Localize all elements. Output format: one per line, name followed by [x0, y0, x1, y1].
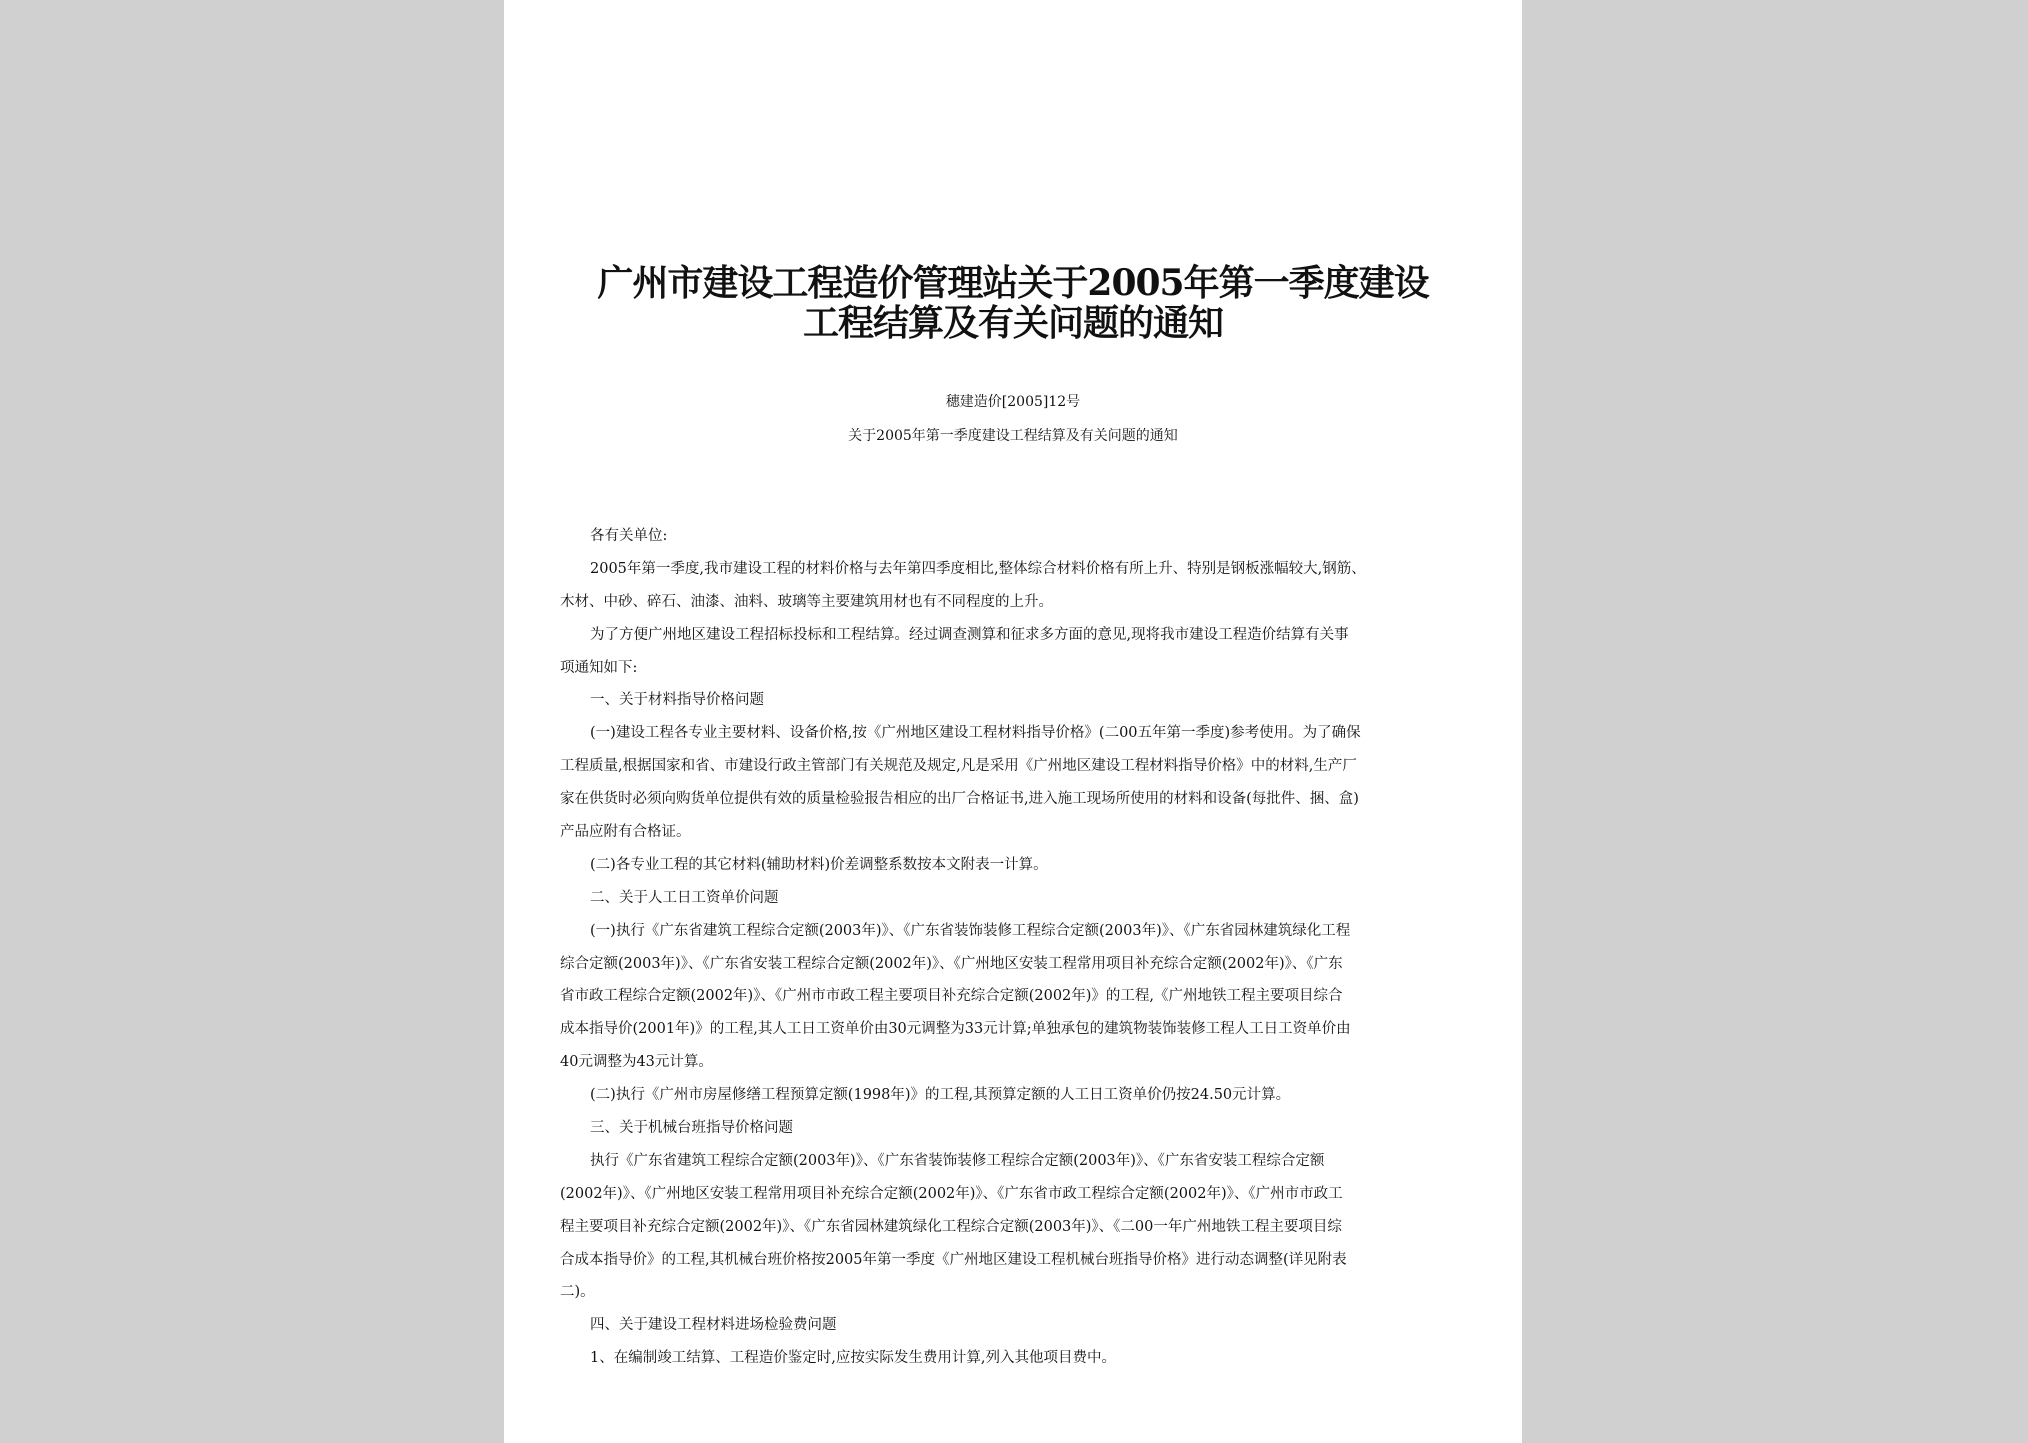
body-text-line: 程主要项目补充综合定额(2002年)》、《广东省园林建筑绿化工程综合定额(2003年)》、《二00一年广州地铁工程主要项目综	[560, 1218, 1342, 1235]
body-text-line: (二)执行《广州市房屋修缮工程预算定额(1998年)》的工程,其预算定额的人工日工资单价仍按24.50元计算。	[590, 1087, 1291, 1104]
body-text-line: 省市政工程综合定额(2002年)》、《广州市市政工程主要项目补充综合定额(2002年)》的工程,《广州地铁工程主要项目综合	[560, 988, 1343, 1005]
body-text-line: 工程质量,根据国家和省、市建设行政主管部门有关规范及规定,凡是采用《广州地区建设工程材料指导价格》中的材料,生产厂	[560, 758, 1357, 775]
document-page	[504, 0, 1522, 1443]
body-text-line: 产品应附有合格证。	[560, 824, 691, 841]
body-text-line: 项通知如下:	[560, 659, 638, 676]
document-title-line-1: 广州市建设工程造价管理站关于2005年第一季度建设	[597, 262, 1429, 304]
body-text-line: (一)建设工程各专业主要材料、设备价格,按《广州地区建设工程材料指导价格》(二00五年第一季度)参考使用。为了确保	[590, 725, 1361, 742]
body-text-line: 二)。	[560, 1284, 595, 1301]
body-text-line: 家在供货时必须向购货单位提供有效的质量检验报告相应的出厂合格证书,进入施工现场所使用的材料和设备(每批件、捆、盒)	[560, 791, 1359, 808]
body-text-line: (二)各专业工程的其它材料(辅助材料)价差调整系数按本文附表一计算。	[590, 856, 1048, 873]
body-text-line: 一、关于材料指导价格问题	[590, 692, 764, 709]
body-text-line: 各有关单位:	[590, 528, 668, 544]
document-number: 穗建造价[2005]12号	[945, 394, 1081, 410]
document-body	[560, 520, 1466, 1375]
body-text-line: 40元调整为43元计算。	[560, 1054, 713, 1071]
body-text-line: 三、关于机械台班指导价格问题	[590, 1120, 793, 1137]
body-text-line: 1、在编制竣工结算、工程造价鉴定时,应按实际发生费用计算,列入其他项目费中。	[590, 1350, 1116, 1367]
body-text-line: (2002年)》、《广州地区安装工程常用项目补充综合定额(2002年)》、《广东省市政工程综合定额(2002年)》、《广州市市政工	[560, 1185, 1343, 1202]
document-title-line-2: 工程结算及有关问题的通知	[802, 302, 1223, 344]
body-text-line: 合成本指导价》的工程,其机械台班价格按2005年第一季度《广州地区建设工程机械台班指导价格》进行动态调整(详见附表	[560, 1251, 1347, 1268]
body-text-line: 为了方便广州地区建设工程招标投标和工程结算。经过调查测算和征求多方面的意见,现将我市建设工程造价结算有关事	[590, 626, 1349, 643]
body-text-line: 木材、中砂、碎石、油漆、油料、玻璃等主要建筑用材也有不同程度的上升。	[560, 593, 1053, 610]
body-text-line: 二、关于人工日工资单价问题	[590, 889, 779, 906]
body-text-line: 成本指导价(2001年)》的工程,其人工日工资单价由30元调整为33元计算;单独承包的建筑物装饰装修工程人工日工资单价由	[560, 1021, 1351, 1038]
document-subtitle: 关于2005年第一季度建设工程结算及有关问题的通知	[848, 428, 1178, 444]
body-text-line: 综合定额(2003年)》、《广东省安装工程综合定额(2002年)》、《广州地区安装工程常用项目补充综合定额(2002年)》、《广东	[560, 955, 1343, 972]
body-text-line: 四、关于建设工程材料进场检验费问题	[590, 1317, 837, 1334]
body-text-line: 2005年第一季度,我市建设工程的材料价格与去年第四季度相比,整体综合材料价格有所上升、特别是钢板涨幅较大,钢筋、	[590, 560, 1366, 577]
body-text-line: 执行《广东省建筑工程综合定额(2003年)》、《广东省装饰装修工程综合定额(2003年)》、《广东省安装工程综合定额	[590, 1152, 1325, 1169]
body-text-line: (一)执行《广东省建筑工程综合定额(2003年)》、《广东省装饰装修工程综合定额(2003年)》、《广东省园林建筑绿化工程	[590, 922, 1351, 939]
